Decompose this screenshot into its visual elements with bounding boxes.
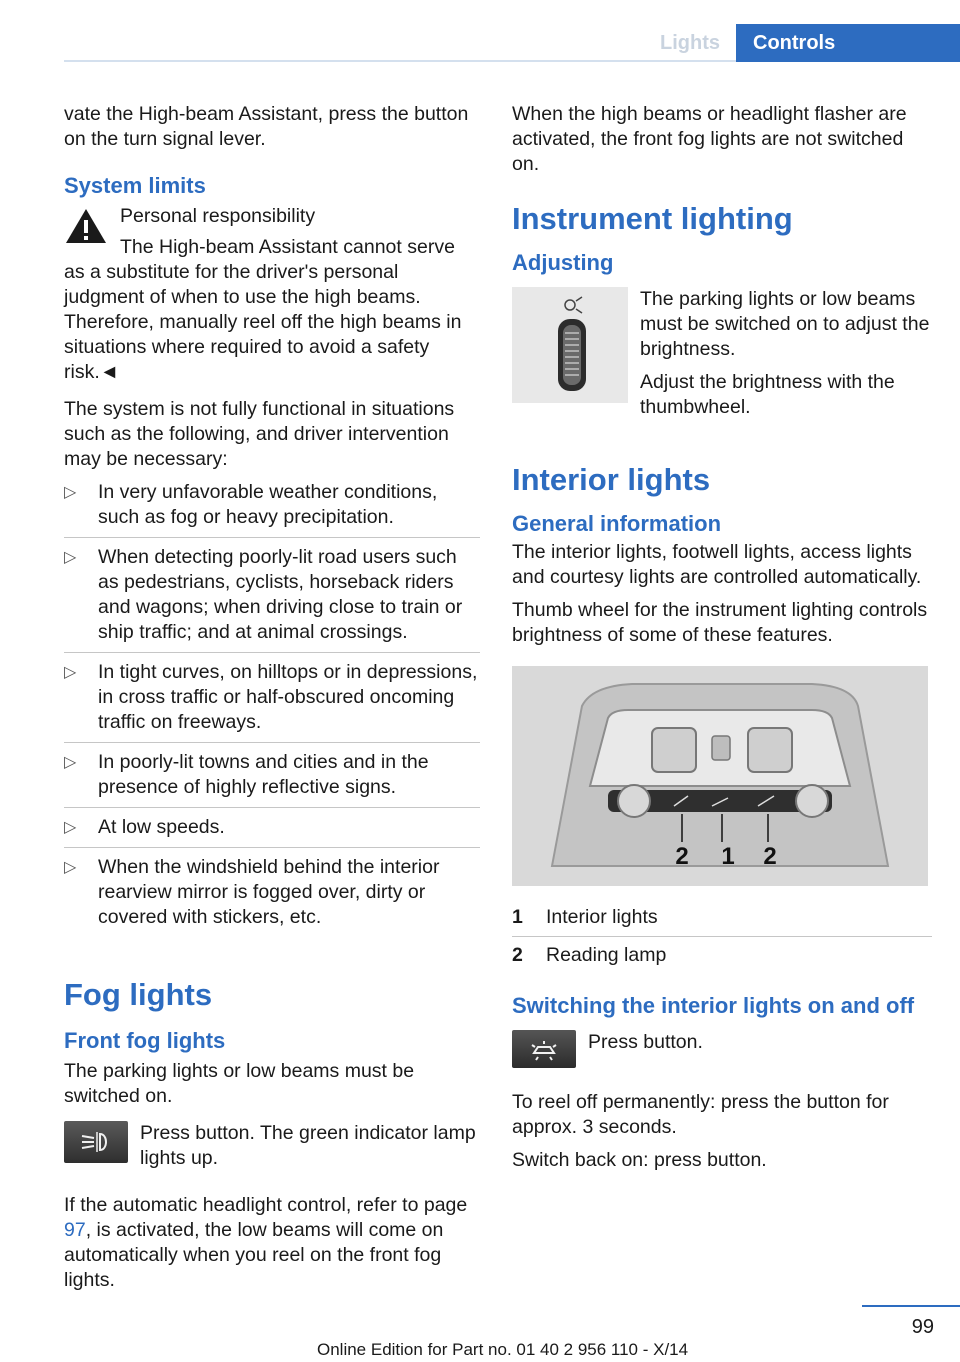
adjusting-block	[512, 287, 932, 428]
front-fog-lights-heading: Front fog lights	[64, 1028, 226, 1053]
legend-row	[512, 937, 932, 974]
footer-edition: Online Edition for Part no. 01 40 2 956 110 - X/14	[317, 1340, 689, 1359]
switch-back-text: Switch back on: press button.	[512, 1149, 767, 1171]
figure-legend	[512, 899, 932, 974]
press-button-text: Press button.	[588, 1031, 703, 1053]
intro-paragraph: vate the High-beam Assistant, press the button on the turn signal lever.	[64, 103, 469, 150]
limits-list	[64, 480, 480, 937]
legend-number: 1	[512, 906, 523, 928]
callout-label: 1	[721, 843, 735, 870]
warning-icon	[64, 206, 108, 246]
adjusting-heading: Adjusting	[512, 250, 614, 275]
list-item: ▷ At low speeds.	[64, 815, 480, 848]
callout-label: 2	[763, 843, 777, 870]
system-limits-heading: System limits	[64, 173, 206, 198]
fog-requirement: The parking lights or low beams must be switched on.	[64, 1060, 415, 1107]
general-information-text: The interior lights, footwell lights, access lights and courtesy lights are controlled automatically.	[512, 541, 922, 588]
fog-button-block	[64, 1121, 480, 1179]
adjust-instruction: Adjust the brightness with the thumbwheel.	[640, 371, 895, 418]
list-item: ▷ In very unfavorable weather conditions, such as fog or heavy precipitation.	[64, 480, 480, 538]
legend-text: Interior lights	[546, 906, 658, 928]
fog-light-icon	[78, 1130, 114, 1154]
legend-number: 2	[512, 944, 523, 966]
page-reference-link[interactable]: 97	[64, 1219, 86, 1241]
legend-row	[512, 899, 932, 937]
thumbwheel-figure	[512, 287, 628, 403]
not-functional-paragraph: The system is not fully functional in situations such as the following, and driver intervention may be necessary:	[64, 398, 455, 470]
legend-text: Reading lamp	[546, 944, 667, 966]
bullet-triangle-icon: ▷	[64, 484, 77, 501]
instrument-lighting-heading: Instrument lighting	[512, 201, 793, 236]
bullet-triangle-icon: ▷	[64, 664, 77, 681]
general-information-heading: General information	[512, 511, 722, 536]
interior-light-icon	[524, 1037, 564, 1061]
header-section-tab[interactable]: Lights	[660, 32, 720, 54]
warning-text: The High-beam Assistant cannot serve as a substitute for the driver's personal judgment of when to use the high beams. Therefore, manually reel off the high beams in situations where required to avoid a safety risk.◄	[64, 236, 462, 383]
fog-lights-heading: Fog lights	[64, 977, 213, 1012]
callout-label: 2	[675, 843, 689, 870]
left-column	[64, 102, 480, 1301]
fog-press-instruction: Press button. The green indicator lamp lights up.	[140, 1122, 476, 1169]
adjust-requirement: The parking lights or low beams must be switched on to adjust the brightness.	[640, 288, 930, 360]
thumbwheel-text: Thumb wheel for the instrument lighting controls brightness of some of these features.	[512, 599, 928, 646]
high-beams-note: When the high beams or headlight flasher are activated, the front fog lights are not switched on.	[512, 103, 907, 175]
switching-heading: Switching the interior lights on and off	[512, 993, 915, 1018]
bullet-triangle-icon: ▷	[64, 859, 77, 876]
auto-headlight-paragraph: If the automatic headlight control, refer to page 97, is activated, the low beams will come on automatically when you reel on the front fog lights.	[64, 1194, 468, 1291]
interior-lights-heading: Interior lights	[512, 462, 711, 497]
page-number: 99	[911, 1316, 934, 1338]
press-button-block	[512, 1030, 932, 1076]
fog-light-button[interactable]	[64, 1121, 128, 1163]
interior-lights-figure	[512, 666, 928, 886]
right-column	[512, 102, 932, 1181]
footer-rule	[862, 1305, 960, 1307]
bullet-triangle-icon: ▷	[64, 754, 77, 771]
list-item: ▷ In tight curves, on hilltops or in depressions, in cross traffic or half-obscured oncoming traffic on freeways.	[64, 660, 480, 743]
list-item: ▷ When detecting poorly-lit road users such as pedestrians, cyclists, horseback riders and wagons; when driving close to train or ship traffic; and at animal crossings.	[64, 545, 480, 653]
reel-off-text: To reel off permanently: press the button for approx. 3 seconds.	[512, 1091, 889, 1138]
list-item: ▷ When the windshield behind the interior rearview mirror is fogged over, dirty or covered with stickers, etc.	[64, 856, 440, 928]
interior-light-button[interactable]	[512, 1030, 576, 1068]
thumbwheel-icon	[512, 287, 628, 403]
warning-title: Personal responsibility	[120, 205, 316, 227]
warning-block	[64, 204, 480, 385]
bullet-triangle-icon: ▷	[64, 549, 77, 566]
header-chapter-tab[interactable]: Controls	[736, 24, 960, 62]
bullet-triangle-icon: ▷	[64, 819, 77, 836]
list-item: ▷ In poorly-lit towns and cities and in the presence of highly reflective signs.	[64, 750, 480, 808]
